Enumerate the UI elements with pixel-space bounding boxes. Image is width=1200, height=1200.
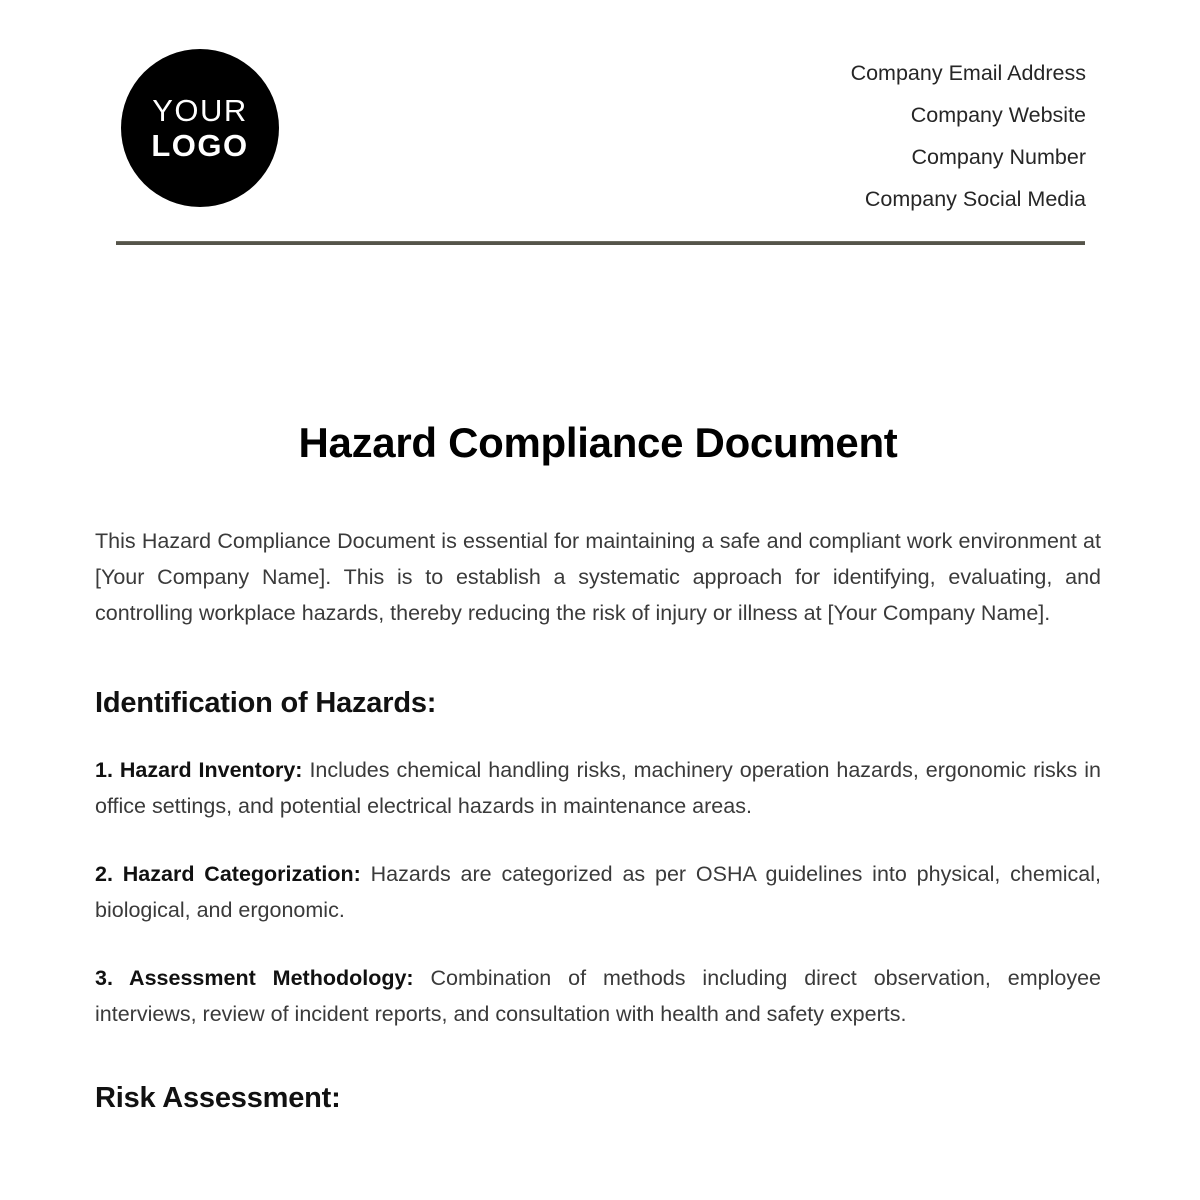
list-item (95, 960, 1101, 1032)
list-item (95, 856, 1101, 928)
section-heading-identification-of-hazards: Identification of Hazards: (95, 687, 437, 720)
list-item-text: Hazards are categorized as per OSHA guidelines into physical, chemical, biological, and ergonomic. (95, 862, 1101, 923)
logo-line-your: YOUR (152, 93, 248, 128)
document-header (0, 0, 1200, 250)
contact-email-address: Company Email Address (850, 61, 1086, 85)
logo-line-logo: LOGO (151, 128, 249, 163)
page-title: Hazard Compliance Document (298, 419, 898, 466)
document-body (95, 250, 1101, 1139)
company-contact-info (851, 52, 1086, 220)
contact-social-media: Company Social Media (864, 187, 1086, 211)
section-heading-risk-assessment: Risk Assessment: (95, 1082, 341, 1115)
list-item (95, 752, 1101, 824)
header-divider (116, 241, 1085, 245)
list-item-label: 3. Assessment Methodology: (95, 966, 414, 991)
list-item-label: 1. Hazard Inventory: (95, 758, 303, 783)
list-item-text: Combination of methods including direct observation, employee interviews, review of incident reports, and consultation with health and safety experts. (95, 966, 1101, 1027)
contact-website: Company Website (910, 103, 1086, 127)
intro-paragraph: This Hazard Compliance Document is essential for maintaining a safe and compliant work environment at [Your Company Name]. This is to establish a systematic approach for identifying, evaluating, and controlling workplace hazards, thereby reducing the risk of injury or illness at [Your Company Name]. (95, 529, 1101, 626)
company-logo (121, 49, 279, 207)
list-item-label: 2. Hazard Categorization: (95, 862, 361, 887)
contact-phone-number: Company Number (911, 145, 1086, 169)
list-item-text: Includes chemical handling risks, machinery operation hazards, ergonomic risks in office settings, and potential electrical hazards in maintenance areas. (95, 758, 1101, 819)
